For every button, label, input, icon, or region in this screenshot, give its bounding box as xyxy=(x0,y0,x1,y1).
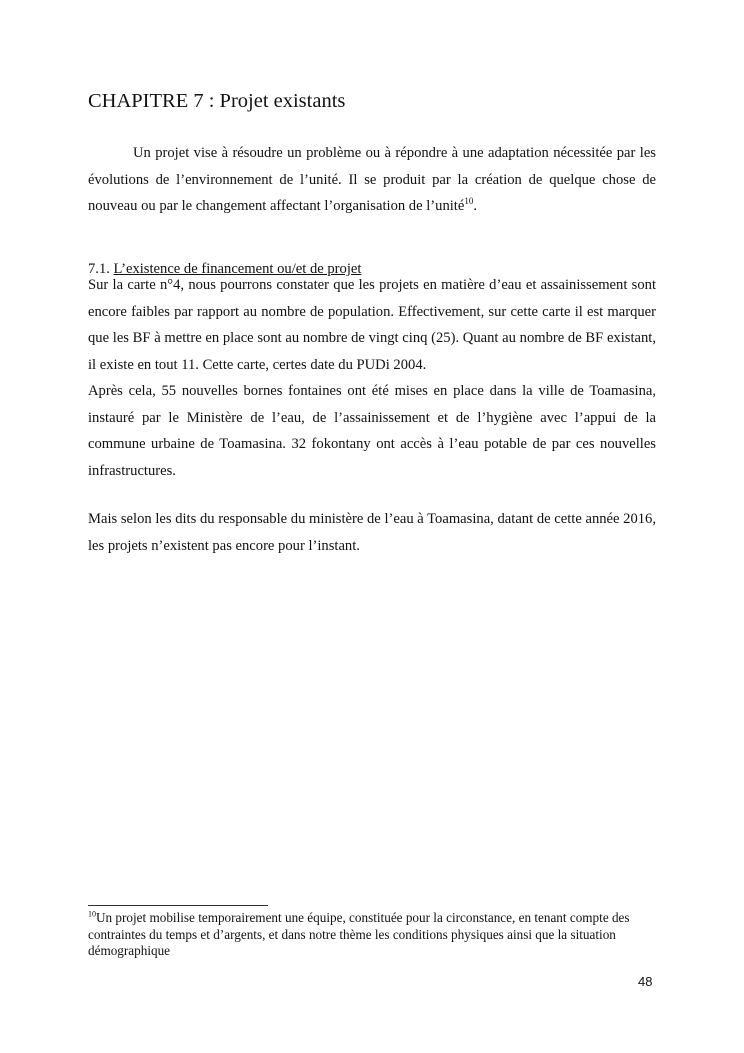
section-title: L’existence de financement ou/et de projet xyxy=(113,261,362,277)
footnote-text: Un projet mobilise temporairement une équipe, constituée pour la circonstance, en tenant compte des contraintes du temps et d’argents, et dans notre thème les conditions physiques ainsi que la situation démographique xyxy=(88,910,630,958)
footnote-reference[interactable]: 10 xyxy=(464,196,474,207)
intro-end: . xyxy=(473,198,477,214)
body-paragraph-1: Sur la carte n°4, nous pourrons constater que les projets en matière d’eau et assainissement sont encore faibles par rapport au nombre de population. Effectivement, sur cette carte il est marquer que les BF à mettre en place sont au nombre de vingt cinq (25). Quant au nombre de BF existant, il existe en tout 11. Cette carte, certes date du PUDi 2004. xyxy=(88,277,656,373)
intro-text: Un projet vise à résoudre un problème ou à répondre à une adaptation nécessitée par les évolutions de l’environnement de l’unité. Il se produit par la création de quelque chose de nouveau ou par le changement affectant l’organisation de l’unité xyxy=(88,145,656,214)
footnote xyxy=(88,910,648,960)
section-number: 7.1. xyxy=(88,261,114,277)
body-paragraph-3: Mais selon les dits du responsable du ministère de l’eau à Toamasina, datant de cette année 2016, les projets n’existent pas encore pour l’instant. xyxy=(88,511,656,554)
page-number: 48 xyxy=(638,974,653,989)
body-paragraph-2: Après cela, 55 nouvelles bornes fontaines ont été mises en place dans la ville de Toamasina, instauré par le Ministère de l’eau, de l’assainissement et de l’hygiène avec l’appui de la commune urbaine de Toamasina. 32 fokontany ont accès à l’eau potable de par ces nouvelles infrastructures. xyxy=(88,383,656,479)
chapter-title: CHAPITRE 7 : Projet existants xyxy=(88,90,346,112)
intro-paragraph xyxy=(88,140,656,220)
footnote-marker: 10 xyxy=(88,909,96,919)
footnote-separator xyxy=(88,905,268,906)
